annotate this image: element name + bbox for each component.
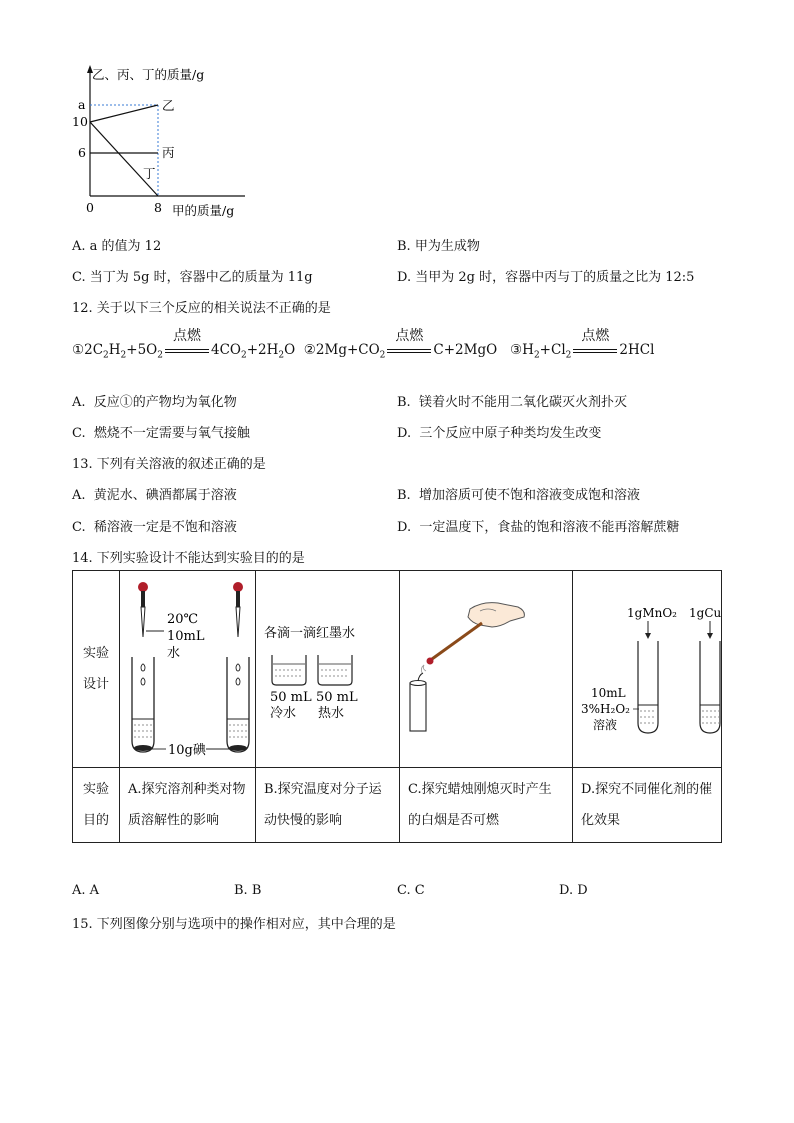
q14-answer-b: B. B xyxy=(234,883,262,898)
q13-option-d: D. 一定温度下，食盐的饱和溶液不能再溶解蔗糖 xyxy=(397,520,680,535)
eq3-condition: 点燃 xyxy=(573,342,617,358)
design-cell-d xyxy=(573,571,722,768)
q13-option-c: C. 稀溶液一定是不饱和溶液 xyxy=(72,520,237,535)
q11-option-d: D. 当甲为 2g 时，容器中丙与丁的质量之比为 12:5 xyxy=(397,270,695,285)
mass-graph xyxy=(60,62,280,222)
row-label-purpose: 实验 目的 xyxy=(73,768,120,843)
label-ding: 丁 xyxy=(143,166,156,181)
fig-b-right-temp: 热水 xyxy=(318,706,345,721)
fig-b-left-volume: 50 mL xyxy=(270,690,312,705)
fig-a-liquid: 水 xyxy=(167,646,181,661)
row-label-design: 实验 设计 xyxy=(73,571,120,768)
q14-stem: 14. 下列实验设计不能达到实验目的的是 xyxy=(72,551,305,566)
series-ding-line xyxy=(90,122,158,196)
fig-a-temp: 20℃ xyxy=(167,612,199,627)
fig-b-left-temp: 冷水 xyxy=(270,706,297,721)
fig-a-volume: 10mL xyxy=(167,629,205,644)
fig-a-solute: 10g碘 xyxy=(168,743,206,758)
y-tick-a: a xyxy=(78,97,86,112)
y-tick-10: 10 xyxy=(72,114,88,129)
q14-answer-c: C. C xyxy=(397,883,425,898)
q13-option-b: B. 增加溶质可使不饱和溶液变成饱和溶液 xyxy=(397,488,640,503)
x-tick-0: 0 xyxy=(86,200,94,215)
figure-a-test-tubes xyxy=(120,571,255,767)
q15-stem: 15. 下列图像分别与选项中的操作相对应，其中合理的是 xyxy=(72,917,396,932)
eq2-condition: 点燃 xyxy=(387,342,431,358)
q11-option-c: C. 当丁为 5g 时，容器中乙的质量为 11g xyxy=(72,270,313,285)
q14-answer-d: D. D xyxy=(559,883,588,898)
y-tick-6: 6 xyxy=(78,145,86,160)
design-cell-c xyxy=(400,571,573,768)
series-yi-line xyxy=(90,105,158,122)
figure-c-candle-smoke xyxy=(400,571,572,767)
eq3-number: ③ xyxy=(510,342,523,358)
q11-option-a: A. a 的值为 12 xyxy=(72,239,162,254)
purpose-b: B.探究温度对分子运动快慢的影响 xyxy=(256,768,400,843)
figure-b-beakers xyxy=(256,571,399,767)
q12-option-b: B. 镁着火时不能用二氧化碳灭火剂扑灭 xyxy=(397,395,627,410)
x-axis-label: 甲的质量/g xyxy=(172,203,235,218)
q13-option-a: A. 黄泥水、碘酒都属于溶液 xyxy=(72,488,237,503)
purpose-c: C.探究蜡烛刚熄灭时产生的白烟是否可燃 xyxy=(400,768,573,843)
eq1-condition: 点燃 xyxy=(165,342,209,358)
figure-d-catalyst-tubes xyxy=(573,571,721,767)
experiment-table xyxy=(72,570,722,843)
fig-d-solution-volume: 10mL xyxy=(591,686,626,700)
label-yi: 乙 xyxy=(162,98,175,113)
purpose-a: A.探究溶剂种类对物质溶解性的影响 xyxy=(120,768,256,843)
fig-d-solution-conc: 3%H₂O₂ xyxy=(581,702,630,716)
q12-equations: $①2C_2H_2+5O_2$ 点燃 $4CO_2+2H_2O$ $②2Mg+CO_2$ 点燃 C+2MgO $③H_2+Cl_2$ 点燃 2HCl xyxy=(72,328,655,361)
q12-option-d: D. 三个反应中原子种类均发生改变 xyxy=(397,426,602,441)
label-bing: 丙 xyxy=(162,145,175,160)
eq1-number: ① xyxy=(72,342,85,358)
design-cell-a xyxy=(120,571,256,768)
y-axis-label: 乙、丙、丁的质量/g xyxy=(92,67,205,82)
q12-option-c: C. 燃烧不一定需要与氧气接触 xyxy=(72,426,250,441)
q12-stem: 12. 关于以下三个反应的相关说法不正确的是 xyxy=(72,301,331,316)
q14-answer-a: A. A xyxy=(72,883,100,898)
purpose-d: D.探究不同催化剂的催化效果 xyxy=(573,768,722,843)
q11-option-b: B. 甲为生成物 xyxy=(397,239,480,254)
fig-d-catalyst-1: 1gMnO₂ xyxy=(627,606,677,620)
fig-b-right-volume: 50 mL xyxy=(316,690,358,705)
q12-option-a: A. 反应①的产物均为氧化物 xyxy=(72,395,237,410)
fig-d-catalyst-2: 1gCu xyxy=(689,606,721,620)
q13-stem: 13. 下列有关溶液的叙述正确的是 xyxy=(72,457,266,472)
fig-b-top-label: 各滴一滴红墨水 xyxy=(264,626,356,641)
x-tick-8: 8 xyxy=(154,200,162,215)
design-cell-b xyxy=(256,571,400,768)
fig-d-solution-name: 溶液 xyxy=(593,718,618,732)
eq2-number: ② xyxy=(303,342,316,358)
